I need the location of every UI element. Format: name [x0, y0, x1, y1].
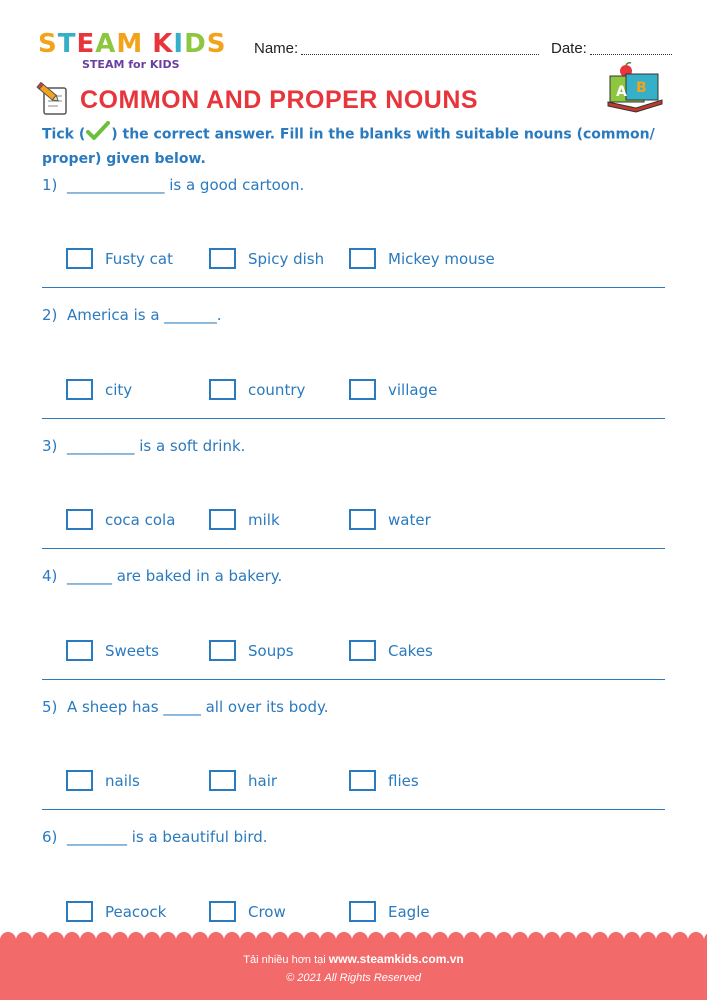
- option-nails[interactable]: [66, 770, 140, 791]
- logo-letter: K: [152, 29, 174, 59]
- date-label: Date:: [551, 40, 587, 57]
- question-5: [42, 698, 328, 716]
- checkbox[interactable]: [209, 509, 236, 530]
- tick-icon: [86, 121, 110, 148]
- option-label: Eagle: [388, 902, 430, 921]
- question-1: [42, 176, 304, 194]
- question-text: ________ is a beautiful bird.: [66, 828, 268, 846]
- svg-text:A: A: [616, 84, 627, 100]
- logo-letter: S: [206, 29, 227, 59]
- option-sweets[interactable]: [66, 640, 159, 661]
- checkbox[interactable]: [209, 248, 236, 269]
- checkbox[interactable]: [349, 379, 376, 400]
- option-label: Peacock: [105, 902, 167, 921]
- option-label: nails: [105, 771, 140, 790]
- checkbox[interactable]: [66, 248, 93, 269]
- option-spicy-dish[interactable]: [209, 248, 324, 269]
- option-label: country: [248, 380, 306, 399]
- option-country[interactable]: [209, 379, 305, 400]
- date-field[interactable]: [590, 54, 672, 55]
- divider: [42, 679, 665, 680]
- question-4: [42, 567, 282, 585]
- checkbox[interactable]: [349, 248, 376, 269]
- logo-letter: A: [95, 29, 117, 59]
- checkbox[interactable]: [209, 640, 236, 661]
- option-water[interactable]: [349, 509, 431, 530]
- option-crow[interactable]: [209, 901, 286, 922]
- divider: [42, 809, 665, 810]
- option-hair[interactable]: [209, 770, 277, 791]
- question-number: 3): [42, 437, 58, 455]
- question-3: [42, 437, 245, 455]
- logo-letter: I: [173, 29, 185, 59]
- pencil-paper-icon: [36, 82, 70, 120]
- logo-letter: S: [38, 29, 58, 59]
- footer-copyright: © 2021 All Rights Reserved: [286, 972, 421, 984]
- footer-site-link[interactable]: www.steamkids.com.vn: [328, 952, 464, 966]
- option-village[interactable]: [349, 379, 437, 400]
- option-label: water: [388, 510, 431, 529]
- question-number: 5): [42, 698, 58, 716]
- checkbox[interactable]: [349, 640, 376, 661]
- question-6: [42, 828, 268, 846]
- option-label: Crow: [248, 902, 286, 921]
- option-label: city: [105, 380, 133, 399]
- instructions: [42, 121, 672, 170]
- option-label: Mickey mouse: [388, 249, 495, 268]
- worksheet-title: COMMON AND PROPER NOUNS: [80, 86, 479, 114]
- logo-wordmark: [38, 30, 226, 58]
- question-text: _________ is a soft drink.: [66, 437, 246, 455]
- question-2: [42, 306, 222, 324]
- option-soups[interactable]: [209, 640, 294, 661]
- option-label: Soups: [248, 641, 294, 660]
- footer-prefix: Tải nhiều hơn tại: [243, 954, 326, 966]
- option-label: village: [388, 380, 438, 399]
- divider: [42, 287, 665, 288]
- question-number: 6): [42, 828, 58, 846]
- option-label: Spicy dish: [248, 249, 325, 268]
- name-label: Name:: [254, 40, 299, 57]
- checkbox[interactable]: [209, 770, 236, 791]
- question-text: _____________ is a good cartoon.: [66, 176, 305, 194]
- svg-text:B: B: [636, 80, 647, 96]
- question-text: ______ are baked in a bakery.: [66, 567, 283, 585]
- logo-subtitle: STEAM for KIDS: [82, 58, 180, 71]
- checkbox[interactable]: [66, 770, 93, 791]
- checkbox[interactable]: [209, 379, 236, 400]
- option-label: Cakes: [388, 641, 433, 660]
- instructions-end: ) the correct answer. Fill in the blanks with suitable nouns (common/ proper) given below.: [42, 126, 655, 167]
- option-peacock[interactable]: [66, 901, 166, 922]
- option-eagle[interactable]: [349, 901, 430, 922]
- question-text: A sheep has _____ all over its body.: [66, 698, 329, 716]
- divider: [42, 548, 665, 549]
- checkbox[interactable]: [66, 640, 93, 661]
- option-label: coca cola: [105, 510, 176, 529]
- option-flies[interactable]: [349, 770, 419, 791]
- checkbox[interactable]: [66, 901, 93, 922]
- checkbox[interactable]: [66, 509, 93, 530]
- logo-letter: E: [76, 29, 96, 59]
- abc-book-icon: [606, 62, 664, 118]
- checkbox[interactable]: [209, 901, 236, 922]
- steam-kids-logo: [38, 30, 226, 71]
- question-number: 1): [42, 176, 58, 194]
- option-mickey-mouse[interactable]: [349, 248, 495, 269]
- divider: [42, 418, 665, 419]
- logo-letter: M: [116, 29, 144, 59]
- option-label: flies: [388, 771, 419, 790]
- instructions-start: Tick (: [42, 126, 86, 143]
- option-label: Sweets: [105, 641, 159, 660]
- question-number: 2): [42, 306, 58, 324]
- option-label: hair: [248, 771, 278, 790]
- checkbox[interactable]: [349, 901, 376, 922]
- option-label: milk: [248, 510, 280, 529]
- footer-download-line: [0, 952, 707, 966]
- option-coca-cola[interactable]: [66, 509, 175, 530]
- option-label: Fusty cat: [105, 249, 173, 268]
- logo-letter: D: [184, 29, 207, 59]
- option-city[interactable]: [66, 379, 132, 400]
- logo-letter: T: [57, 29, 77, 59]
- checkbox[interactable]: [349, 770, 376, 791]
- name-field[interactable]: [301, 54, 539, 55]
- question-number: 4): [42, 567, 58, 585]
- option-fusty-cat[interactable]: [66, 248, 173, 269]
- footer: [0, 940, 707, 1000]
- checkbox[interactable]: [66, 379, 93, 400]
- checkbox[interactable]: [349, 509, 376, 530]
- option-cakes[interactable]: [349, 640, 433, 661]
- question-text: America is a _______.: [66, 306, 222, 324]
- option-milk[interactable]: [209, 509, 280, 530]
